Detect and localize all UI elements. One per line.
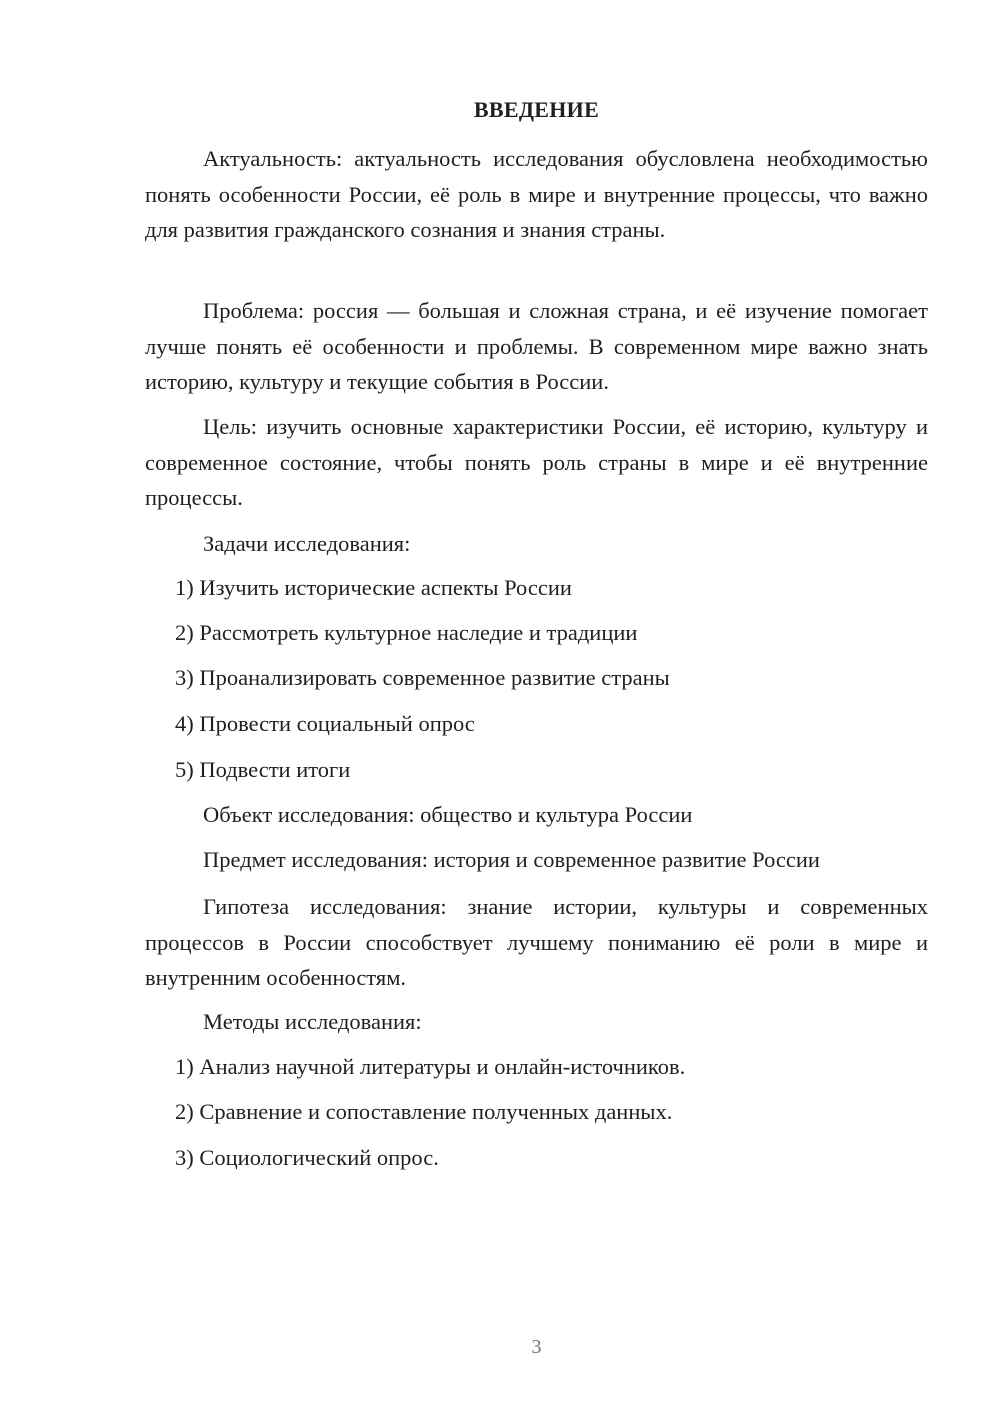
problem-paragraph: Проблема: россия — большая и сложная страна, и её изучение помогает лучше понять её особенности и проблемы. В современном мире важно знать историю, культуру и текущие события в России. xyxy=(145,298,928,394)
task-item: 1) Изучить исторические аспекты России xyxy=(175,575,572,600)
task-item: 5) Подвести итоги xyxy=(175,757,351,782)
page-number: 3 xyxy=(531,1336,542,1358)
research-object: Объект исследования: общество и культура России xyxy=(203,802,693,827)
task-item: 2) Рассмотреть культурное наследие и традиции xyxy=(175,620,638,645)
task-item: 3) Проанализировать современное развитие страны xyxy=(175,665,670,690)
method-item: 3) Социологический опрос. xyxy=(175,1145,439,1170)
research-subject: Предмет исследования: история и современное развитие России xyxy=(203,847,820,872)
document-page xyxy=(145,0,928,1414)
tasks-heading: Задачи исследования: xyxy=(203,531,411,556)
page-title: ВВЕДЕНИЕ xyxy=(473,97,600,122)
task-item: 4) Провести социальный опрос xyxy=(175,711,475,736)
methods-heading: Методы исследования: xyxy=(203,1009,422,1034)
goal-paragraph: Цель: изучить основные характеристики России, её историю, культуру и современное состояние, чтобы понять роль страны в мире и её внутренние процессы. xyxy=(145,414,928,510)
method-item: 2) Сравнение и сопоставление полученных данных. xyxy=(175,1099,673,1124)
method-item: 1) Анализ научной литературы и онлайн-источников. xyxy=(175,1054,686,1079)
hypothesis-paragraph: Гипотеза исследования: знание истории, культуры и современных процессов в России способствует лучшему пониманию её роли в мире и внутренним особенностям. xyxy=(145,894,928,990)
relevance-paragraph: Актуальность: актуальность исследования обусловлена необходимостью понять особенности России, её роль в мире и внутренние процессы, что важно для развития гражданского сознания и знания страны. xyxy=(145,146,928,242)
